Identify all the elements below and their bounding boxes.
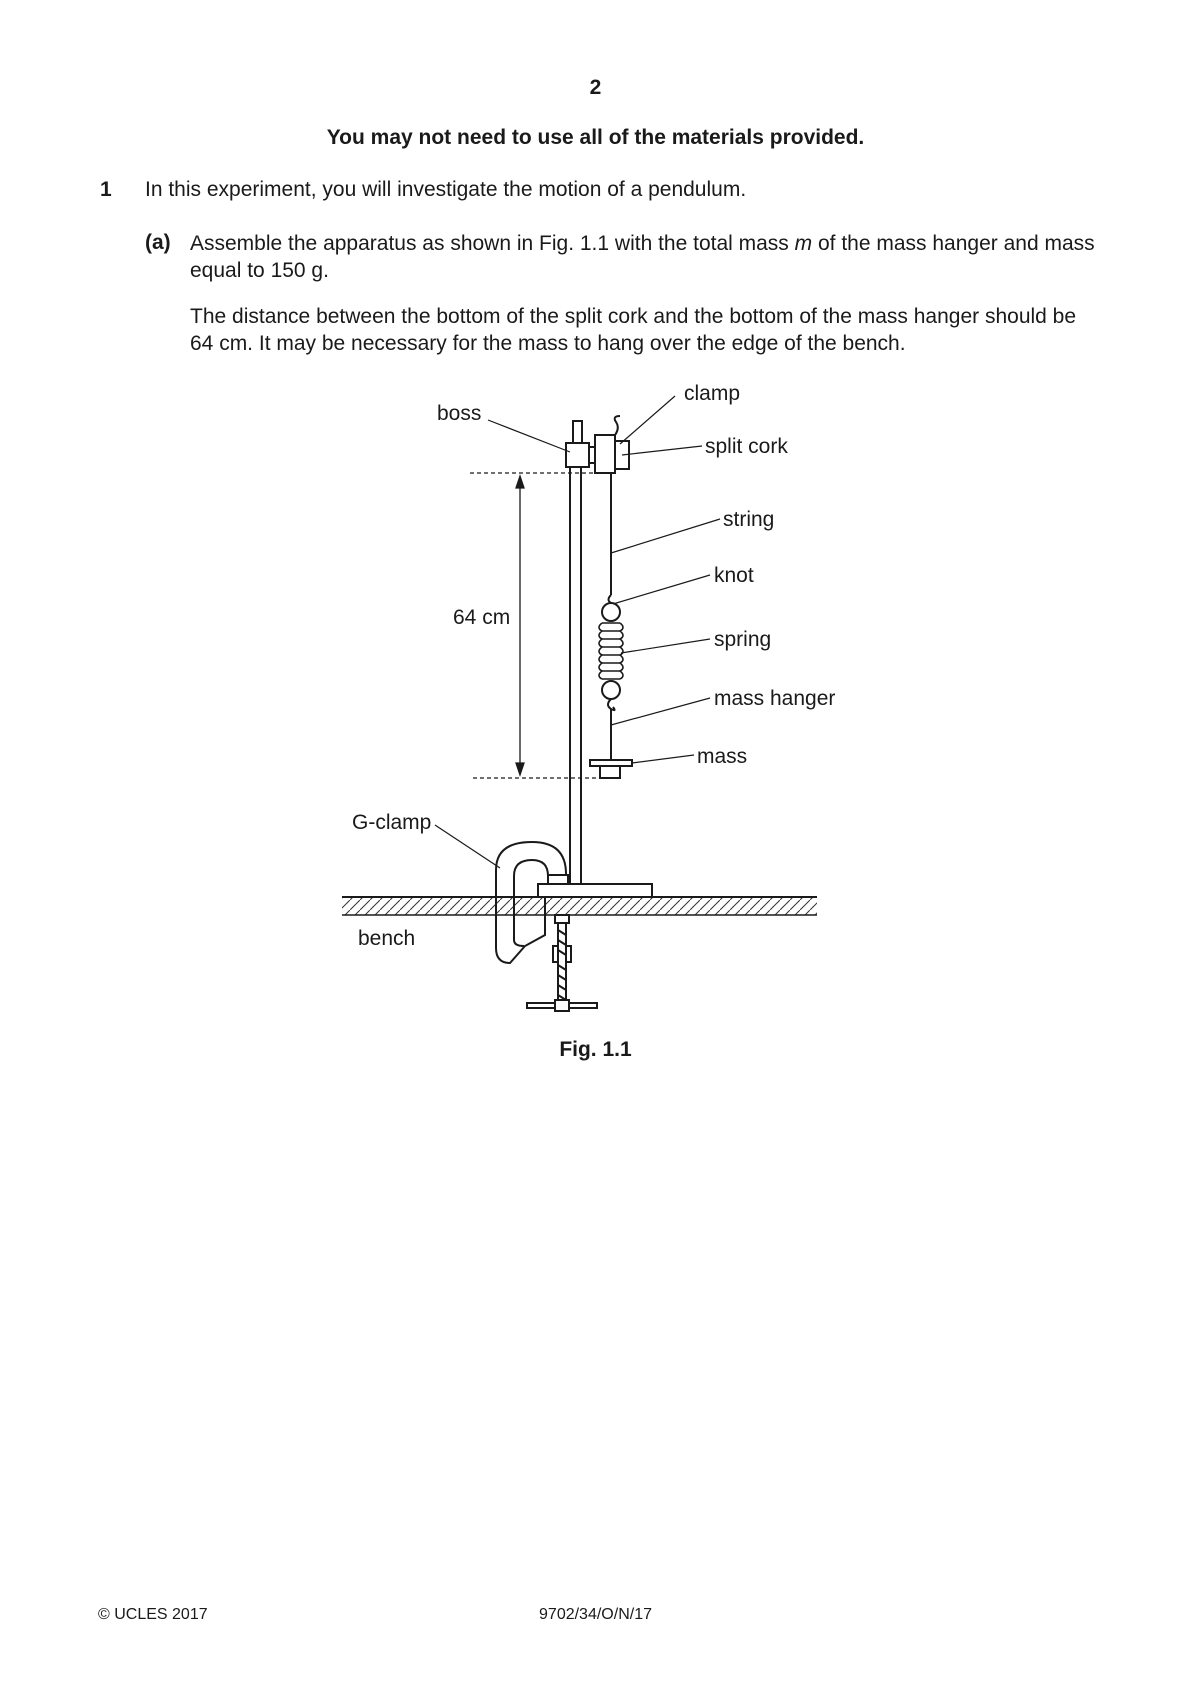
- label-bench: bench: [358, 927, 416, 950]
- label-mass-hanger: mass hanger: [714, 687, 836, 710]
- pendulum: [590, 473, 632, 778]
- label-mass: mass: [697, 745, 748, 768]
- label-g-clamp: G-clamp: [352, 811, 432, 834]
- label-string: string: [723, 508, 775, 531]
- label-knot: knot: [714, 564, 754, 587]
- part-a-label: (a): [145, 231, 171, 254]
- label-boss: boss: [437, 402, 482, 425]
- question-intro: In this experiment, you will investigate the motion of a pendulum.: [145, 178, 747, 201]
- label-spring: spring: [714, 628, 772, 651]
- footer-paper-code: 9702/34/O/N/17: [539, 1606, 652, 1623]
- materials-notice: You may not need to use all of the materials provided.: [326, 126, 865, 149]
- page-number: 2: [589, 76, 602, 99]
- label-clamp: clamp: [684, 382, 741, 405]
- label-split-cork: split cork: [705, 435, 788, 458]
- retort-stand: [538, 445, 652, 897]
- label-distance-64cm: 64 cm: [453, 606, 511, 629]
- boss-and-clamp: [566, 416, 629, 473]
- question-number: 1: [100, 178, 112, 201]
- footer-copyright: © UCLES 2017: [98, 1606, 208, 1623]
- instruction-text-end: of the mass hanger and mass equal to 150 g.: [190, 232, 1095, 282]
- bench: [342, 897, 817, 915]
- part-a-distance-instruction: The distance between the bottom of the split cork and the bottom of the mass hanger should be 64 cm. It may be necessary for the mass to hang over the edge of the bench.: [190, 305, 1077, 355]
- figure-caption: Fig. 1.1: [559, 1038, 632, 1061]
- instruction-text-start: Assemble the apparatus as shown in Fig. 1.1 with the total mass: [190, 232, 795, 255]
- mass-variable: m: [794, 232, 813, 255]
